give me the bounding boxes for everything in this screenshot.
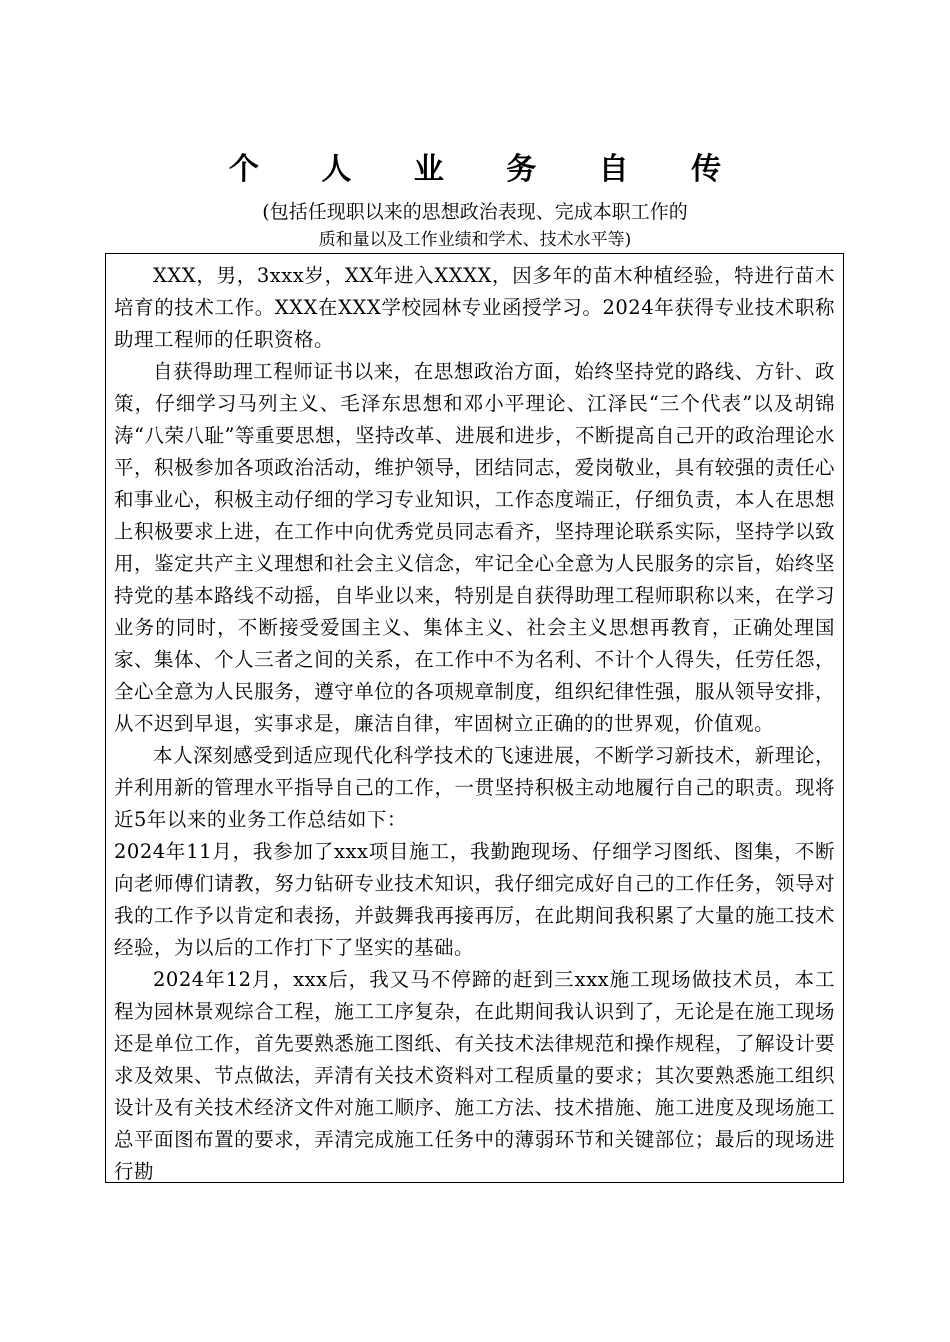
content-box (105, 253, 844, 1183)
subtitle-line-1: (包括任现职以来的思想政治表现、完成本职工作的 (262, 201, 688, 223)
paragraph-intro: XXX，男，3xxx岁，XX年进入XXXX，因多年的苗木种植经验，特进行苗木培育的技术工作。XXX在XXX学校园林专业函授学习。2024年获得专业技术职称助理工程师的任职资格。 (114, 264, 835, 351)
page-title: 个 人 业 务 自 传 (228, 152, 748, 187)
paragraph-summary-intro: 本人深刻感受到适应现代化科学技术的飞速进展，不断学习新技术，新理论，并利用新的管理水平指导自己的工作，一贯坚持积极主动地履行自己的职责。现将近5年以来的业务工作总结如下： (114, 744, 835, 831)
subtitle-line-2: 质和量以及工作业绩和学术、技术水平等) (318, 230, 632, 250)
paragraph-project-2: 2024年12月，xxx后，我又马不停蹄的赶到三xxx施工现场做技术员，本工程为园林景观综合工程，施工工序复杂，在此期间我认识到了，无论是在施工现场还是单位工作，首先要熟悉施工图纸、有关技术法律规范和操作规程，了解设计要求及效果、节点做法，弄清有关技术资料对工程质量的要求；其次要熟悉施工组织设计及有关技术经济文件对施工顺序、施工方法、技术措施、施工进度及现场施工总平面图布置的要求，弄清完成施工任务中的薄弱环节和关键部位；最后的现场进行勘 (114, 968, 835, 1183)
paragraph-political: 自获得助理工程师证书以来，在思想政治方面，始终坚持党的路线、方针、政策，仔细学习马列主义、毛泽东思想和邓小平理论、江泽民“三个代表”以及胡锦涛“八荣八耻”等重要思想，坚持改革、进展和进步，不断提高自己开的政治理论水平，积极参加各项政治活动，维护领导，团结同志，爱岗敬业，具有较强的责任心和事业心，积极主动仔细的学习专业知识，工作态度端正，仔细负责，本人在思想上积极要求上进，在工作中向优秀党员同志看齐，坚持理论联系实际，坚持学以致用，鉴定共产主义理想和社会主义信念，牢记全心全意为人民服务的宗旨，始终坚持党的基本路线不动摇，自毕业以来，特别是自获得助理工程师职称以来，在学习业务的同时，不断接受爱国主义、集体主义、社会主义思想再教育，正确处理国家、集体、个人三者之间的关系，在工作中不为名利、不计个人得失，任劳任怨，全心全意为人民服务，遵守单位的各项规章制度，组织纪律性强，服从领导安排，从不迟到早退，实事求是，廉洁自律，牢固树立正确的的世界观，价值观。 (114, 360, 835, 735)
paragraph-project-1: 2024年11月，我参加了xxx项目施工，我勤跑现场、仔细学习图纸、图集，不断向老师傅们请教，努力钻研专业技术知识，我仔细完成好自己的工作任务，领导对我的工作予以肯定和表扬，并鼓舞我再接再厉，在此期间我积累了大量的施工技术经验，为以后的工作打下了坚实的基础。 (114, 840, 835, 959)
